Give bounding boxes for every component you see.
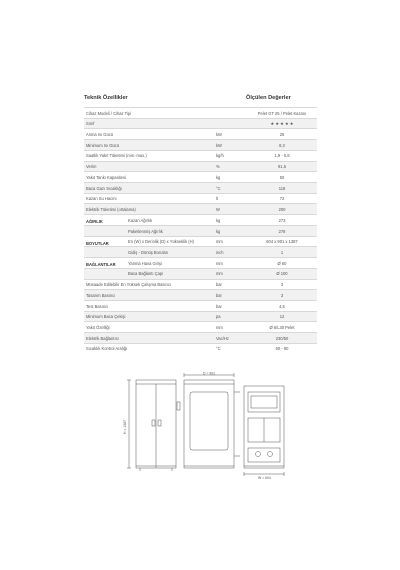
specs-title: Teknik Özellikler bbox=[84, 95, 128, 101]
table-row bbox=[84, 257, 317, 268]
row-label: Sıcaklık Kontrol Aralığı bbox=[86, 346, 128, 352]
row-unit: pa bbox=[216, 314, 221, 320]
row-value: 3 bbox=[280, 282, 284, 288]
table-row bbox=[84, 236, 317, 247]
table-row bbox=[84, 118, 317, 129]
row-unit: Vac/Hz bbox=[216, 335, 229, 341]
row-value: 118 bbox=[278, 185, 286, 191]
row-value: 72 bbox=[279, 196, 285, 202]
row-unit: % bbox=[216, 164, 220, 170]
row-value: 4,5 bbox=[279, 303, 285, 309]
row-unit: kW bbox=[216, 142, 222, 148]
front-view bbox=[127, 380, 180, 471]
side-view bbox=[184, 373, 240, 468]
row-value: 604 x 901 x 1387 bbox=[266, 239, 298, 245]
row-label: Sınıf bbox=[86, 121, 95, 127]
row-label: Saatlik Yakıt Tüketimi (min.-max.) bbox=[86, 153, 147, 159]
row-label: Verim bbox=[86, 164, 97, 170]
row-unit: mm bbox=[216, 324, 223, 330]
row-label: Cihaz Modeli / Cihaz Tipi bbox=[86, 110, 132, 116]
row-value: 200 bbox=[278, 207, 286, 213]
row-unit: W bbox=[216, 207, 220, 213]
table-row bbox=[84, 214, 317, 225]
boiler-drawings bbox=[112, 372, 290, 482]
row-value: 8,3 bbox=[279, 142, 285, 148]
row-unit: bar bbox=[216, 282, 222, 288]
table-row bbox=[84, 246, 317, 257]
table-row bbox=[84, 311, 317, 322]
group-label: BOYUTLAR bbox=[86, 240, 109, 246]
depth-dimension-label: D = 901 bbox=[203, 372, 215, 376]
row-sublabel: En (W) x Derinlik (D) x Yükseklik (H) bbox=[128, 239, 194, 245]
row-value: 273 bbox=[278, 217, 286, 223]
row-value: 60 - 80 bbox=[275, 346, 289, 352]
row-unit: °C bbox=[216, 185, 221, 191]
group-label: AĞIRLIK bbox=[86, 219, 103, 225]
spec-table bbox=[84, 107, 317, 354]
group-label: BAĞLANTILAR bbox=[86, 262, 116, 268]
row-unit: bar bbox=[216, 292, 222, 298]
row-unit: kg bbox=[216, 217, 221, 223]
row-label: Elektrik Bağlantısı bbox=[86, 335, 119, 341]
table-row bbox=[84, 182, 317, 193]
table-row bbox=[84, 300, 317, 311]
height-dimension-label: H = 1387 bbox=[123, 420, 127, 434]
row-sublabel: Paketlenmiş Ağırlık bbox=[128, 228, 163, 234]
row-sublabel: Baca Bağlantı Çapı bbox=[128, 271, 164, 277]
table-row bbox=[84, 193, 317, 204]
row-value: Pelet GT 25 / Pelet Kazanı bbox=[257, 110, 307, 116]
values-title: Ölçülen Değerler bbox=[246, 95, 291, 101]
row-value: 25 bbox=[279, 132, 285, 138]
row-value: ★ ★ ★ ★ ★ bbox=[270, 121, 294, 127]
row-value: Ø 60 bbox=[277, 260, 287, 266]
row-unit: kg bbox=[216, 228, 221, 234]
width-dimension-label: W = 604 bbox=[258, 476, 271, 480]
row-value: 230/50 bbox=[275, 335, 289, 341]
table-row bbox=[84, 289, 317, 300]
table-row bbox=[84, 139, 317, 150]
row-unit: kg/h bbox=[216, 153, 224, 159]
table-row bbox=[84, 203, 317, 214]
rear-view bbox=[244, 386, 284, 476]
row-unit: inch bbox=[216, 249, 224, 255]
row-sublabel: Yanma Hava Girişi bbox=[128, 260, 162, 266]
row-value: 1,9 - 5,8 bbox=[274, 153, 290, 159]
row-value: 278 bbox=[278, 228, 286, 234]
row-label: Test Basıncı bbox=[86, 303, 109, 309]
table-row bbox=[84, 332, 317, 343]
row-label: Yakıt Özelliği bbox=[86, 324, 110, 330]
row-value: Ø 100 bbox=[276, 271, 288, 277]
row-unit: mm bbox=[216, 271, 223, 277]
table-row bbox=[84, 107, 317, 118]
table-row bbox=[84, 268, 317, 279]
row-value: 12 bbox=[279, 314, 285, 320]
row-label: Anma Isı Gücü bbox=[86, 132, 114, 138]
row-unit: kW bbox=[216, 132, 222, 138]
table-row bbox=[84, 225, 317, 236]
row-unit: mm bbox=[216, 260, 223, 266]
row-label: Minimum Isı Gücü bbox=[86, 142, 119, 148]
row-label: Tasarım Basıncı bbox=[86, 292, 116, 298]
row-sublabel: Kazan Ağırlık bbox=[128, 217, 153, 223]
row-value: 1 bbox=[280, 249, 284, 255]
row-unit: lt bbox=[216, 196, 219, 202]
row-label: Minimum Baca Çekişi bbox=[86, 314, 126, 320]
row-unit: mm bbox=[216, 239, 223, 245]
row-label: Yakıt Tankı Kapasitesi bbox=[86, 174, 126, 180]
table-row bbox=[84, 171, 317, 182]
row-unit: °C bbox=[216, 346, 221, 352]
technical-drawing bbox=[112, 372, 290, 482]
table-row bbox=[84, 150, 317, 161]
table-row bbox=[84, 343, 317, 354]
row-value: 3 bbox=[280, 292, 284, 298]
table-row bbox=[84, 128, 317, 139]
row-value: Ø 6/L30 Pelet bbox=[269, 324, 295, 330]
row-label: Baca Gazı Sıcaklığı bbox=[86, 185, 122, 191]
row-label: Müsaade Edilebilir En Yüksek Çalışma Basıncı bbox=[86, 282, 172, 288]
table-row bbox=[84, 279, 317, 290]
row-value: 50 bbox=[279, 174, 285, 180]
row-sublabel: Gidiş - Dönüş Boruları bbox=[128, 249, 169, 255]
row-unit: bar bbox=[216, 303, 222, 309]
table-row bbox=[84, 161, 317, 172]
row-label: Elektrik Tüketimi (ortalama) bbox=[86, 207, 136, 213]
row-label: Kazan Su Hacmi bbox=[86, 196, 117, 202]
row-value: 91,5 bbox=[278, 164, 286, 170]
row-unit: kg bbox=[216, 174, 221, 180]
table-row bbox=[84, 321, 317, 332]
